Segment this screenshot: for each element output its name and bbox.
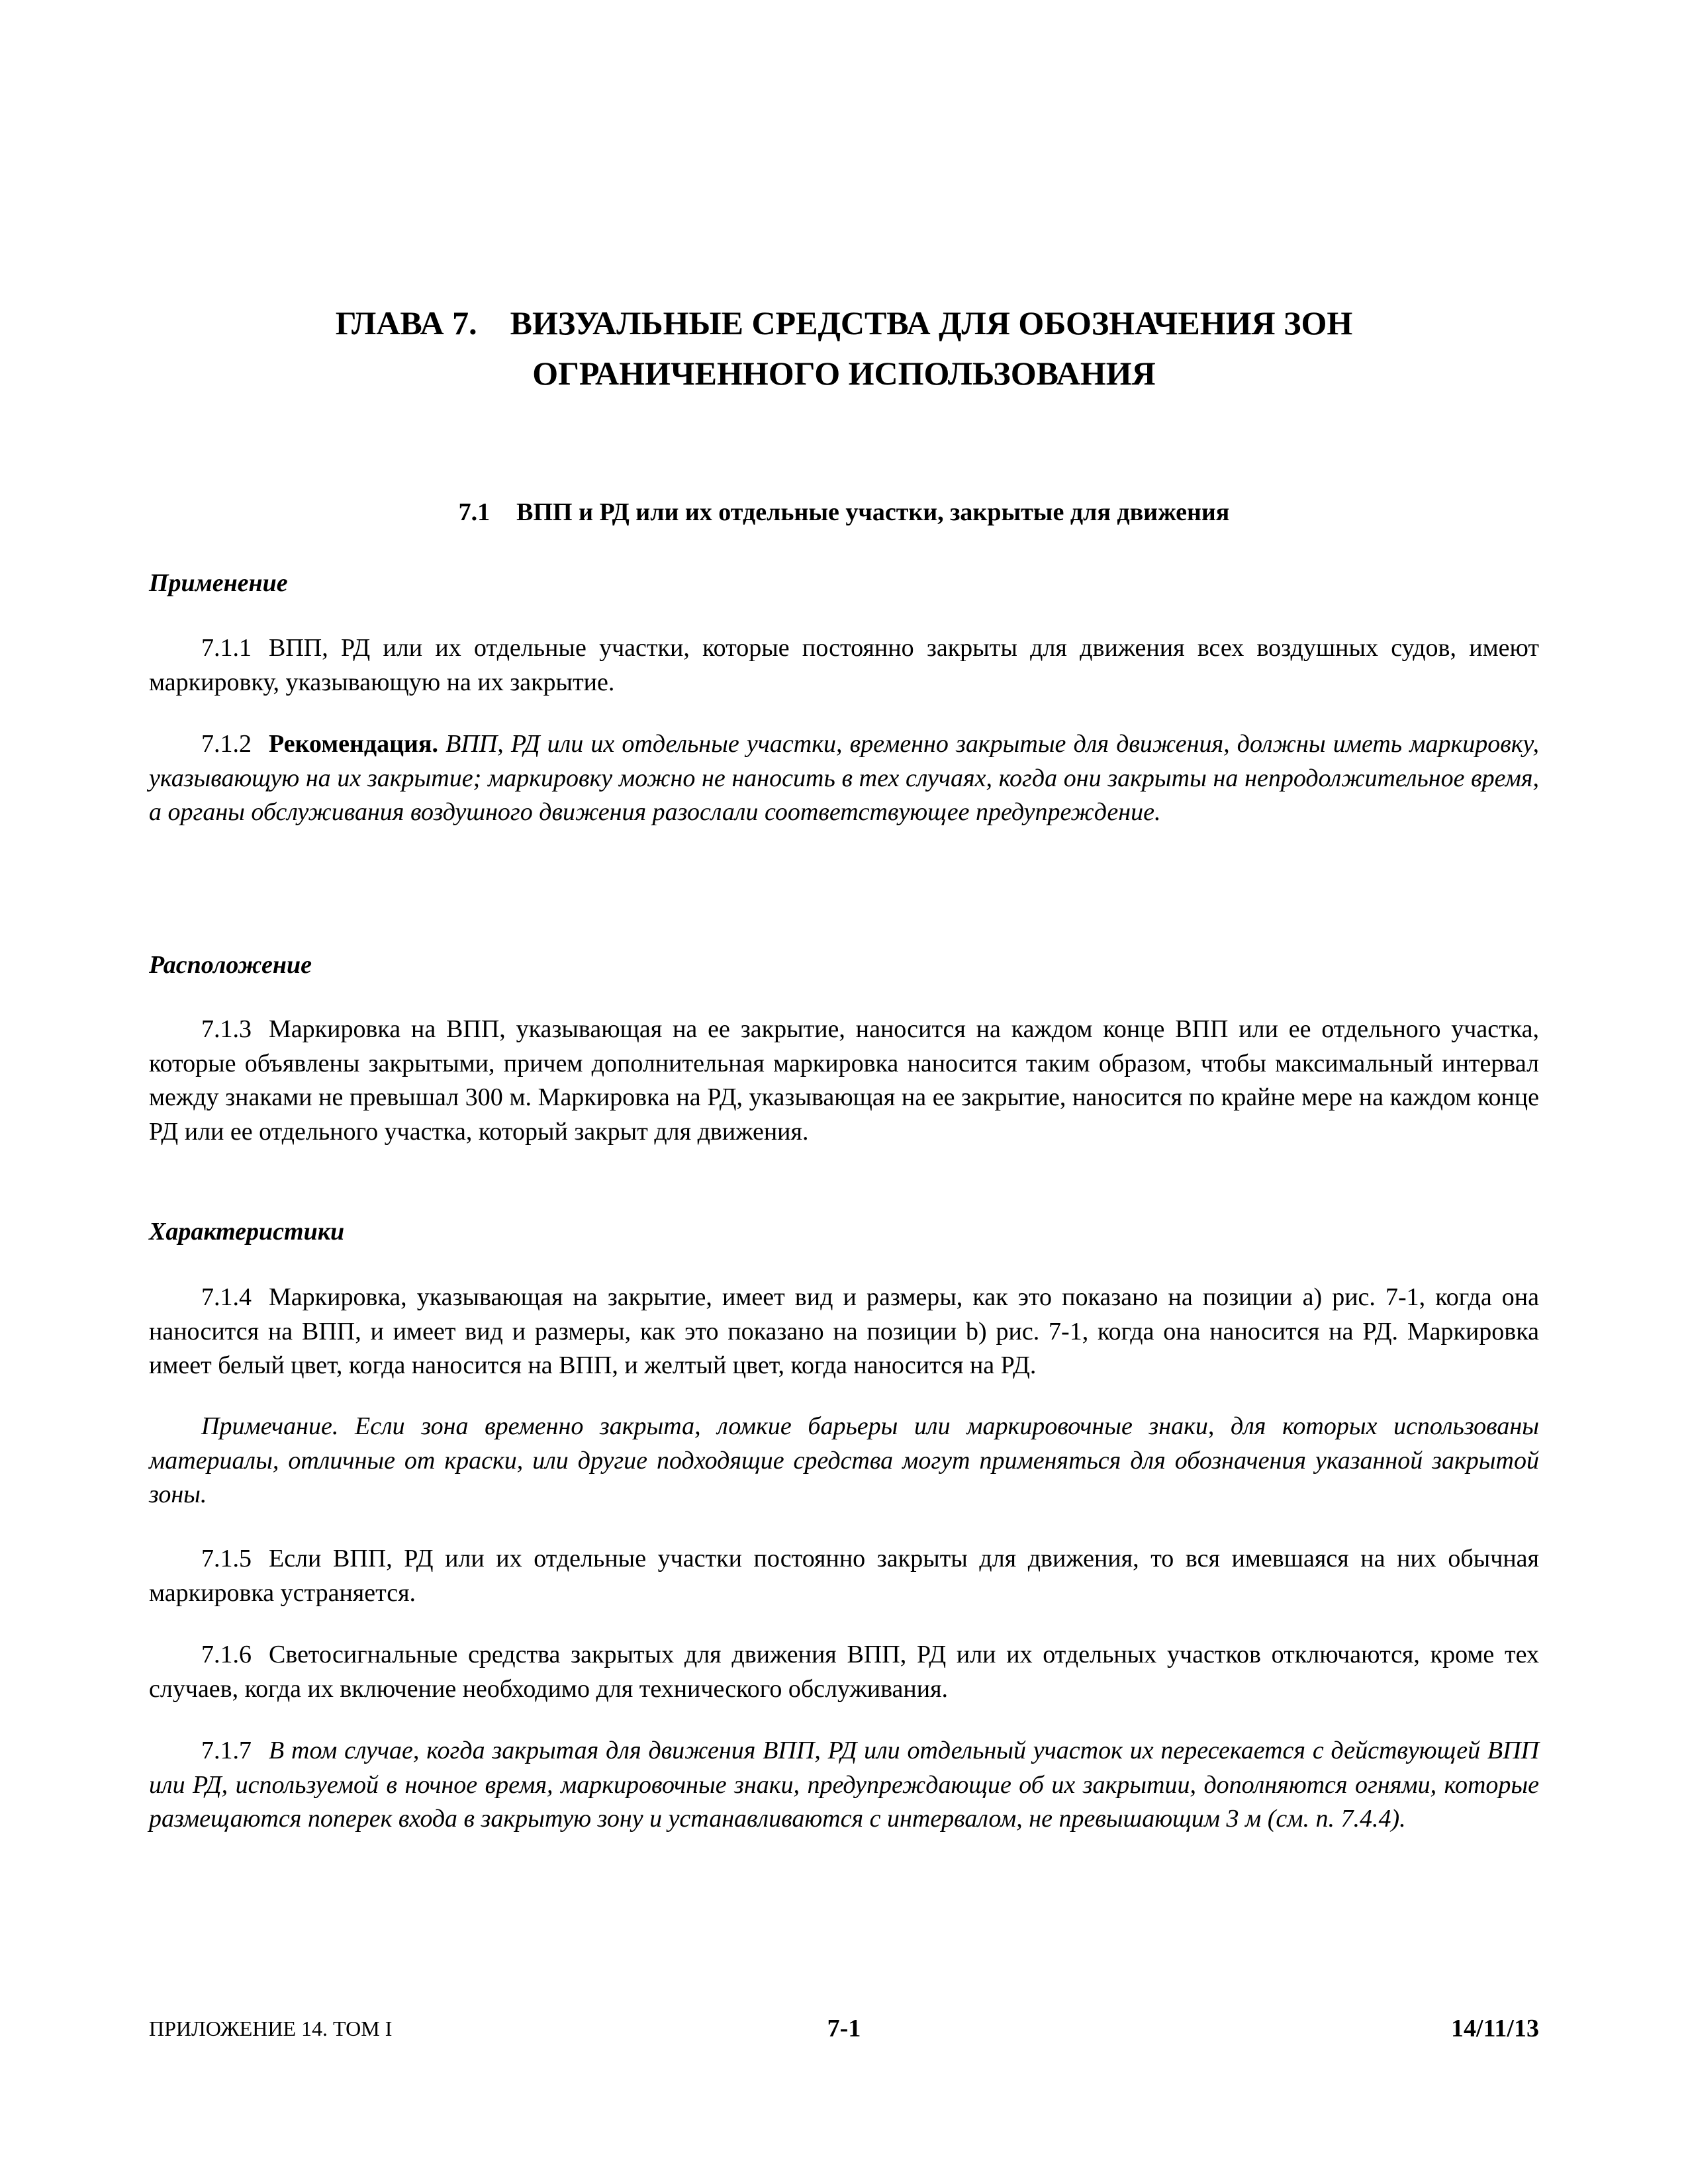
paragraph-7-1-1 [149,631,1539,700]
paragraph-number: 7.1.4 [201,1283,252,1311]
paragraph-7-1-6 [149,1638,1539,1706]
paragraph-7-1-7 [149,1734,1539,1837]
footer-document-title: ПРИЛОЖЕНИЕ 14. ТОМ I [149,2017,393,2040]
section-title [149,495,1539,529]
note-paragraph: Примечание. Если зона временно закрыта, ломкие барьеры или маркировочные знаки, для которых использованы материалы, отличные от краски, или другие подходящие средства могут применяться для обозначения указанной закрытой зоны. [149,1412,1539,1508]
footer-page-number: 7-1 [827,2015,861,2042]
heading-location: Расположение [149,951,312,979]
page-footer [149,2012,1539,2045]
heading-characteristics: Характеристики [149,1218,345,1246]
paragraph-text: ВПП, РД или их отдельные участки, временно закрытые для движения, должны иметь маркировку, указывающую на их закрытие; маркировку можно не наносить в тех случаях, когда они закрыты на непродолжительное время, а органы обслуживания воздушного движения разослали соответствующее предупреждение. [149,730,1540,826]
chapter-title-line-1: ГЛАВА 7. ВИЗУАЛЬНЫЕ СРЕДСТВА ДЛЯ ОБОЗНАЧЕНИЯ ЗОН [335,304,1353,341]
paragraph-text: Маркировка, указывающая на закрытие, имеет вид и размеры, как это показано на позиции a) рис. 7-1, когда она наносится на ВПП, и имеет вид и размеры, как это показано на позиции b) рис. 7-1, когда она наносится на РД. Маркировка имеет белый цвет, когда наносится на ВПП, и желтый цвет, когда наносится на РД. [149,1283,1539,1379]
paragraph-text: Если ВПП, РД или их отдельные участки постоянно закрыты для движения, то вся имевшаяся на них обычная маркировка устраняется. [149,1545,1539,1607]
chapter-title [149,298,1539,398]
paragraph-7-1-2 [149,727,1539,830]
paragraph-number: 7.1.2 [201,730,252,758]
paragraph-7-1-3 [149,1013,1539,1149]
paragraph-text: ВПП, РД или их отдельные участки, которые постоянно закрыты для движения всех воздушных судов, имеют маркировку, указывающую на их закрытие. [149,634,1539,696]
footer-date: 14/11/13 [1450,2015,1539,2042]
chapter-title-line-2: ОГРАНИЧЕННОГО ИСПОЛЬЗОВАНИЯ [532,355,1156,392]
paragraph-number: 7.1.3 [201,1015,252,1043]
paragraph-7-1-4 [149,1281,1539,1383]
section-title-text: ВПП и РД или их отдельные участки, закрытые для движения [516,498,1230,526]
paragraph-number: 7.1.1 [201,634,252,662]
section-number: 7.1 [458,498,491,526]
recommendation-label: Рекомендация. [269,730,438,758]
paragraph-text: Маркировка на ВПП, указывающая на ее закрытие, наносится на каждом конце ВПП или ее отдельного участка, которые объявлены закрытыми, причем дополнительная маркировка наносится таким образом, чтобы максимальный интервал между знаками не превышал 300 м. Маркировка на РД, указывающая на ее закрытие, наносится по крайне мере на каждом конце РД или ее отдельного участка, который закрыт для движения. [149,1015,1539,1146]
paragraph-7-1-5 [149,1542,1539,1610]
paragraph-text: В том случае, когда закрытая для движения ВПП, РД или отдельный участок их пересекается с действующей ВПП или РД, используемой в ночное время, маркировочные знаки, предупреждающие об их закрытии, дополняются огнями, которые размещаются поперек входа в закрытую зону и устанавливаются с интервалом, не превышающим 3 м (см. п. 7.4.4). [149,1737,1539,1833]
paragraph-number: 7.1.5 [201,1545,252,1572]
paragraph-number: 7.1.6 [201,1641,252,1668]
heading-application: Применение [149,569,288,597]
paragraph-number: 7.1.7 [201,1737,252,1764]
paragraph-text: Светосигнальные средства закрытых для движения ВПП, РД или их отдельных участков отключаются, кроме тех случаев, когда их включение необходимо для технического обслуживания. [149,1641,1539,1703]
